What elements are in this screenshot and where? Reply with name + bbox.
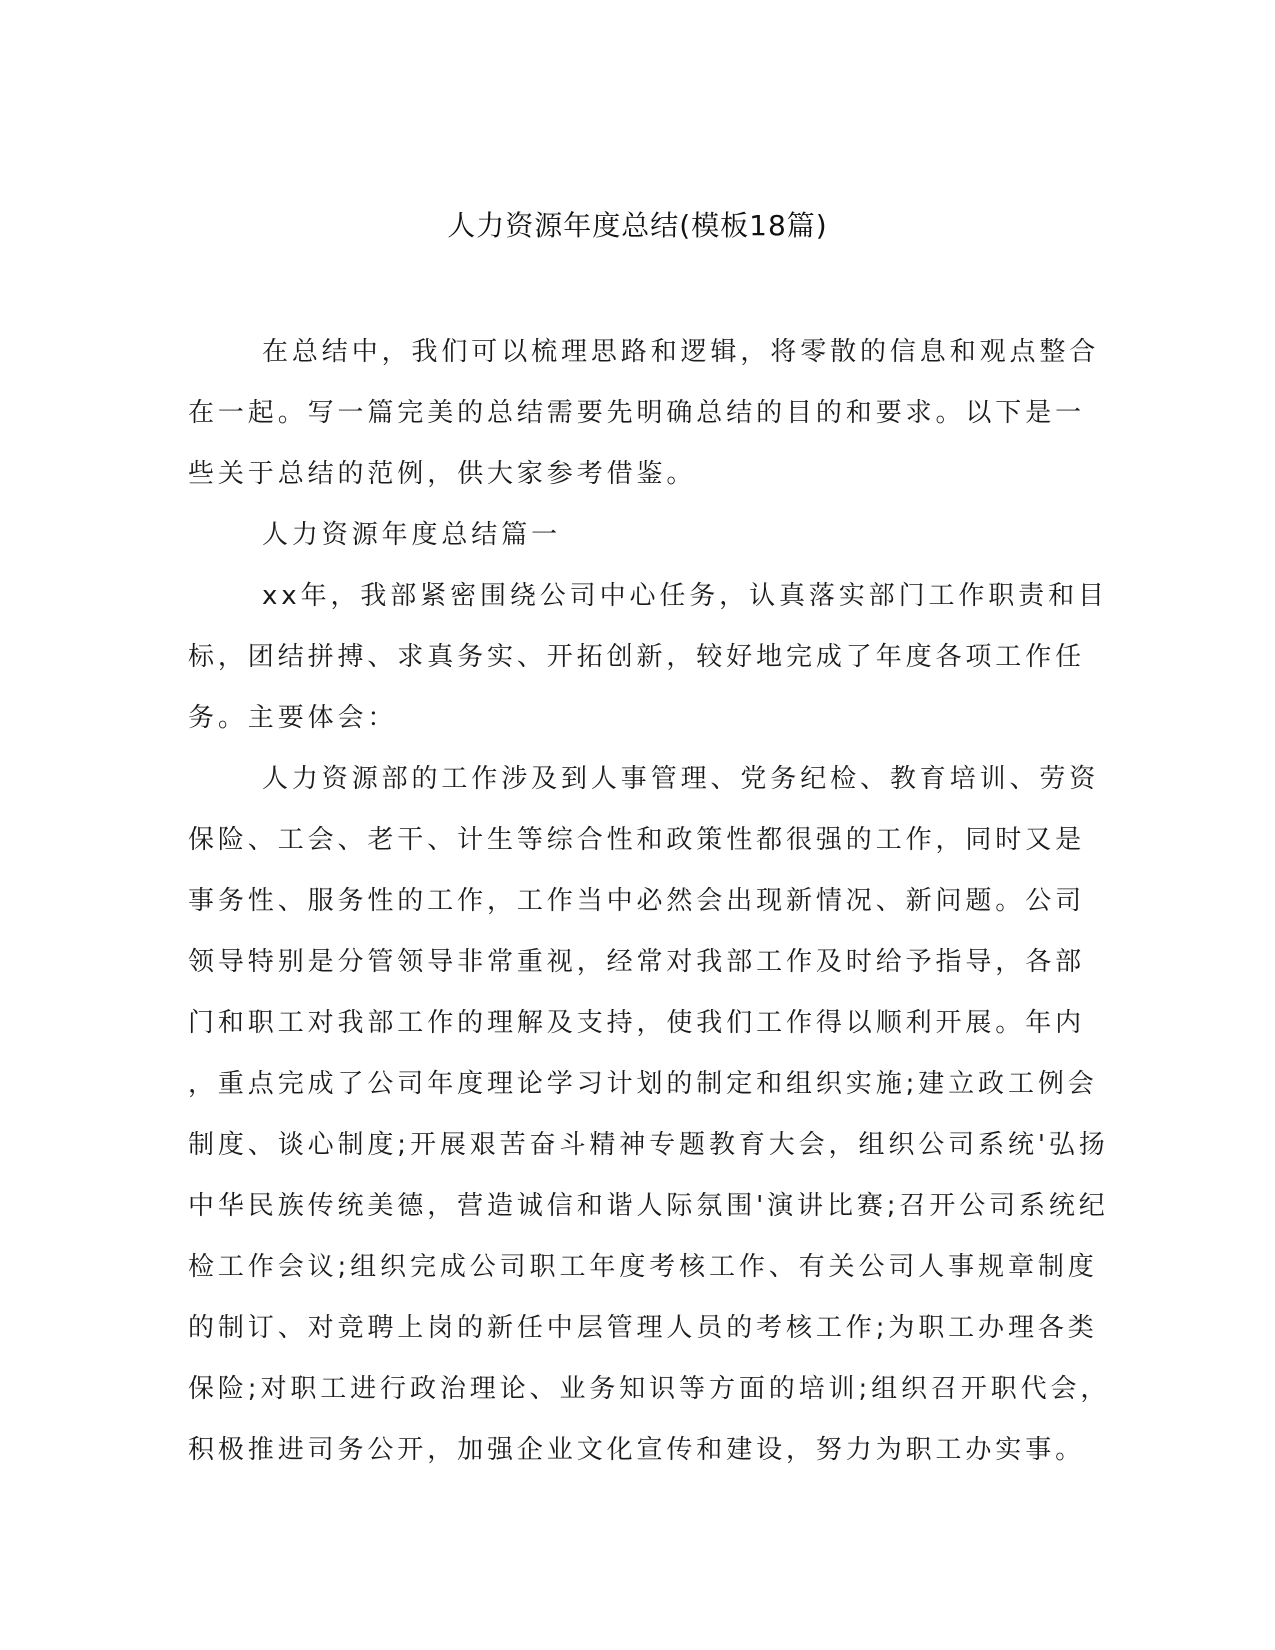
body-line: 检工作会议;组织完成公司职工年度考核工作、有关公司人事规章制度 xyxy=(188,1252,1098,1282)
body-line: 些关于总结的范例，供大家参考借鉴。 xyxy=(188,459,697,489)
body-line: 保险、工会、老干、计生等综合性和政策性都很强的工作，同时又是 xyxy=(188,825,1086,855)
body-line: 事务性、服务性的工作，工作当中必然会出现新情况、新问题。公司 xyxy=(188,886,1086,916)
body-line: 门和职工对我部工作的理解及支持，使我们工作得以顺利开展。年内 xyxy=(188,1008,1086,1038)
body-line: 务。主要体会： xyxy=(188,703,398,733)
document-title: 人力资源年度总结(模板18篇) xyxy=(447,209,828,242)
body-line: ，重点完成了公司年度理论学习计划的制定和组织实施;建立政工例会 xyxy=(188,1069,1098,1099)
body-line: 人力资源部的工作涉及到人事管理、党务纪检、教育培训、劳资 xyxy=(262,764,1100,794)
body-line: 领导特别是分管领导非常重视，经常对我部工作及时给予指导，各部 xyxy=(188,947,1086,977)
body-line: 制度、谈心制度;开展艰苦奋斗精神专题教育大会，组织公司系统'弘扬 xyxy=(188,1130,1109,1160)
body-line: 中华民族传统美德，营造诚信和谐人际氛围'演讲比赛;召开公司系统纪 xyxy=(188,1191,1109,1221)
body-line: xx年，我部紧密围绕公司中心任务，认真落实部门工作职责和目 xyxy=(262,581,1108,611)
body-line: 保险;对职工进行政治理论、业务知识等方面的培训;组织召开职代会， xyxy=(188,1374,1111,1404)
body-line: 的制订、对竞聘上岗的新任中层管理人员的考核工作;为职工办理各类 xyxy=(188,1313,1098,1343)
body-line: 在总结中，我们可以梳理思路和逻辑，将零散的信息和观点整合 xyxy=(262,337,1100,367)
body-line: 标，团结拼搏、求真务实、开拓创新，较好地完成了年度各项工作任 xyxy=(188,642,1086,672)
body-line: 积极推进司务公开，加强企业文化宣传和建设，努力为职工办实事。 xyxy=(188,1435,1086,1465)
document-body xyxy=(188,322,1111,1481)
section-heading: 人力资源年度总结篇一 xyxy=(262,520,562,550)
body-line: 在一起。写一篇完美的总结需要先明确总结的目的和要求。以下是一 xyxy=(188,398,1086,428)
